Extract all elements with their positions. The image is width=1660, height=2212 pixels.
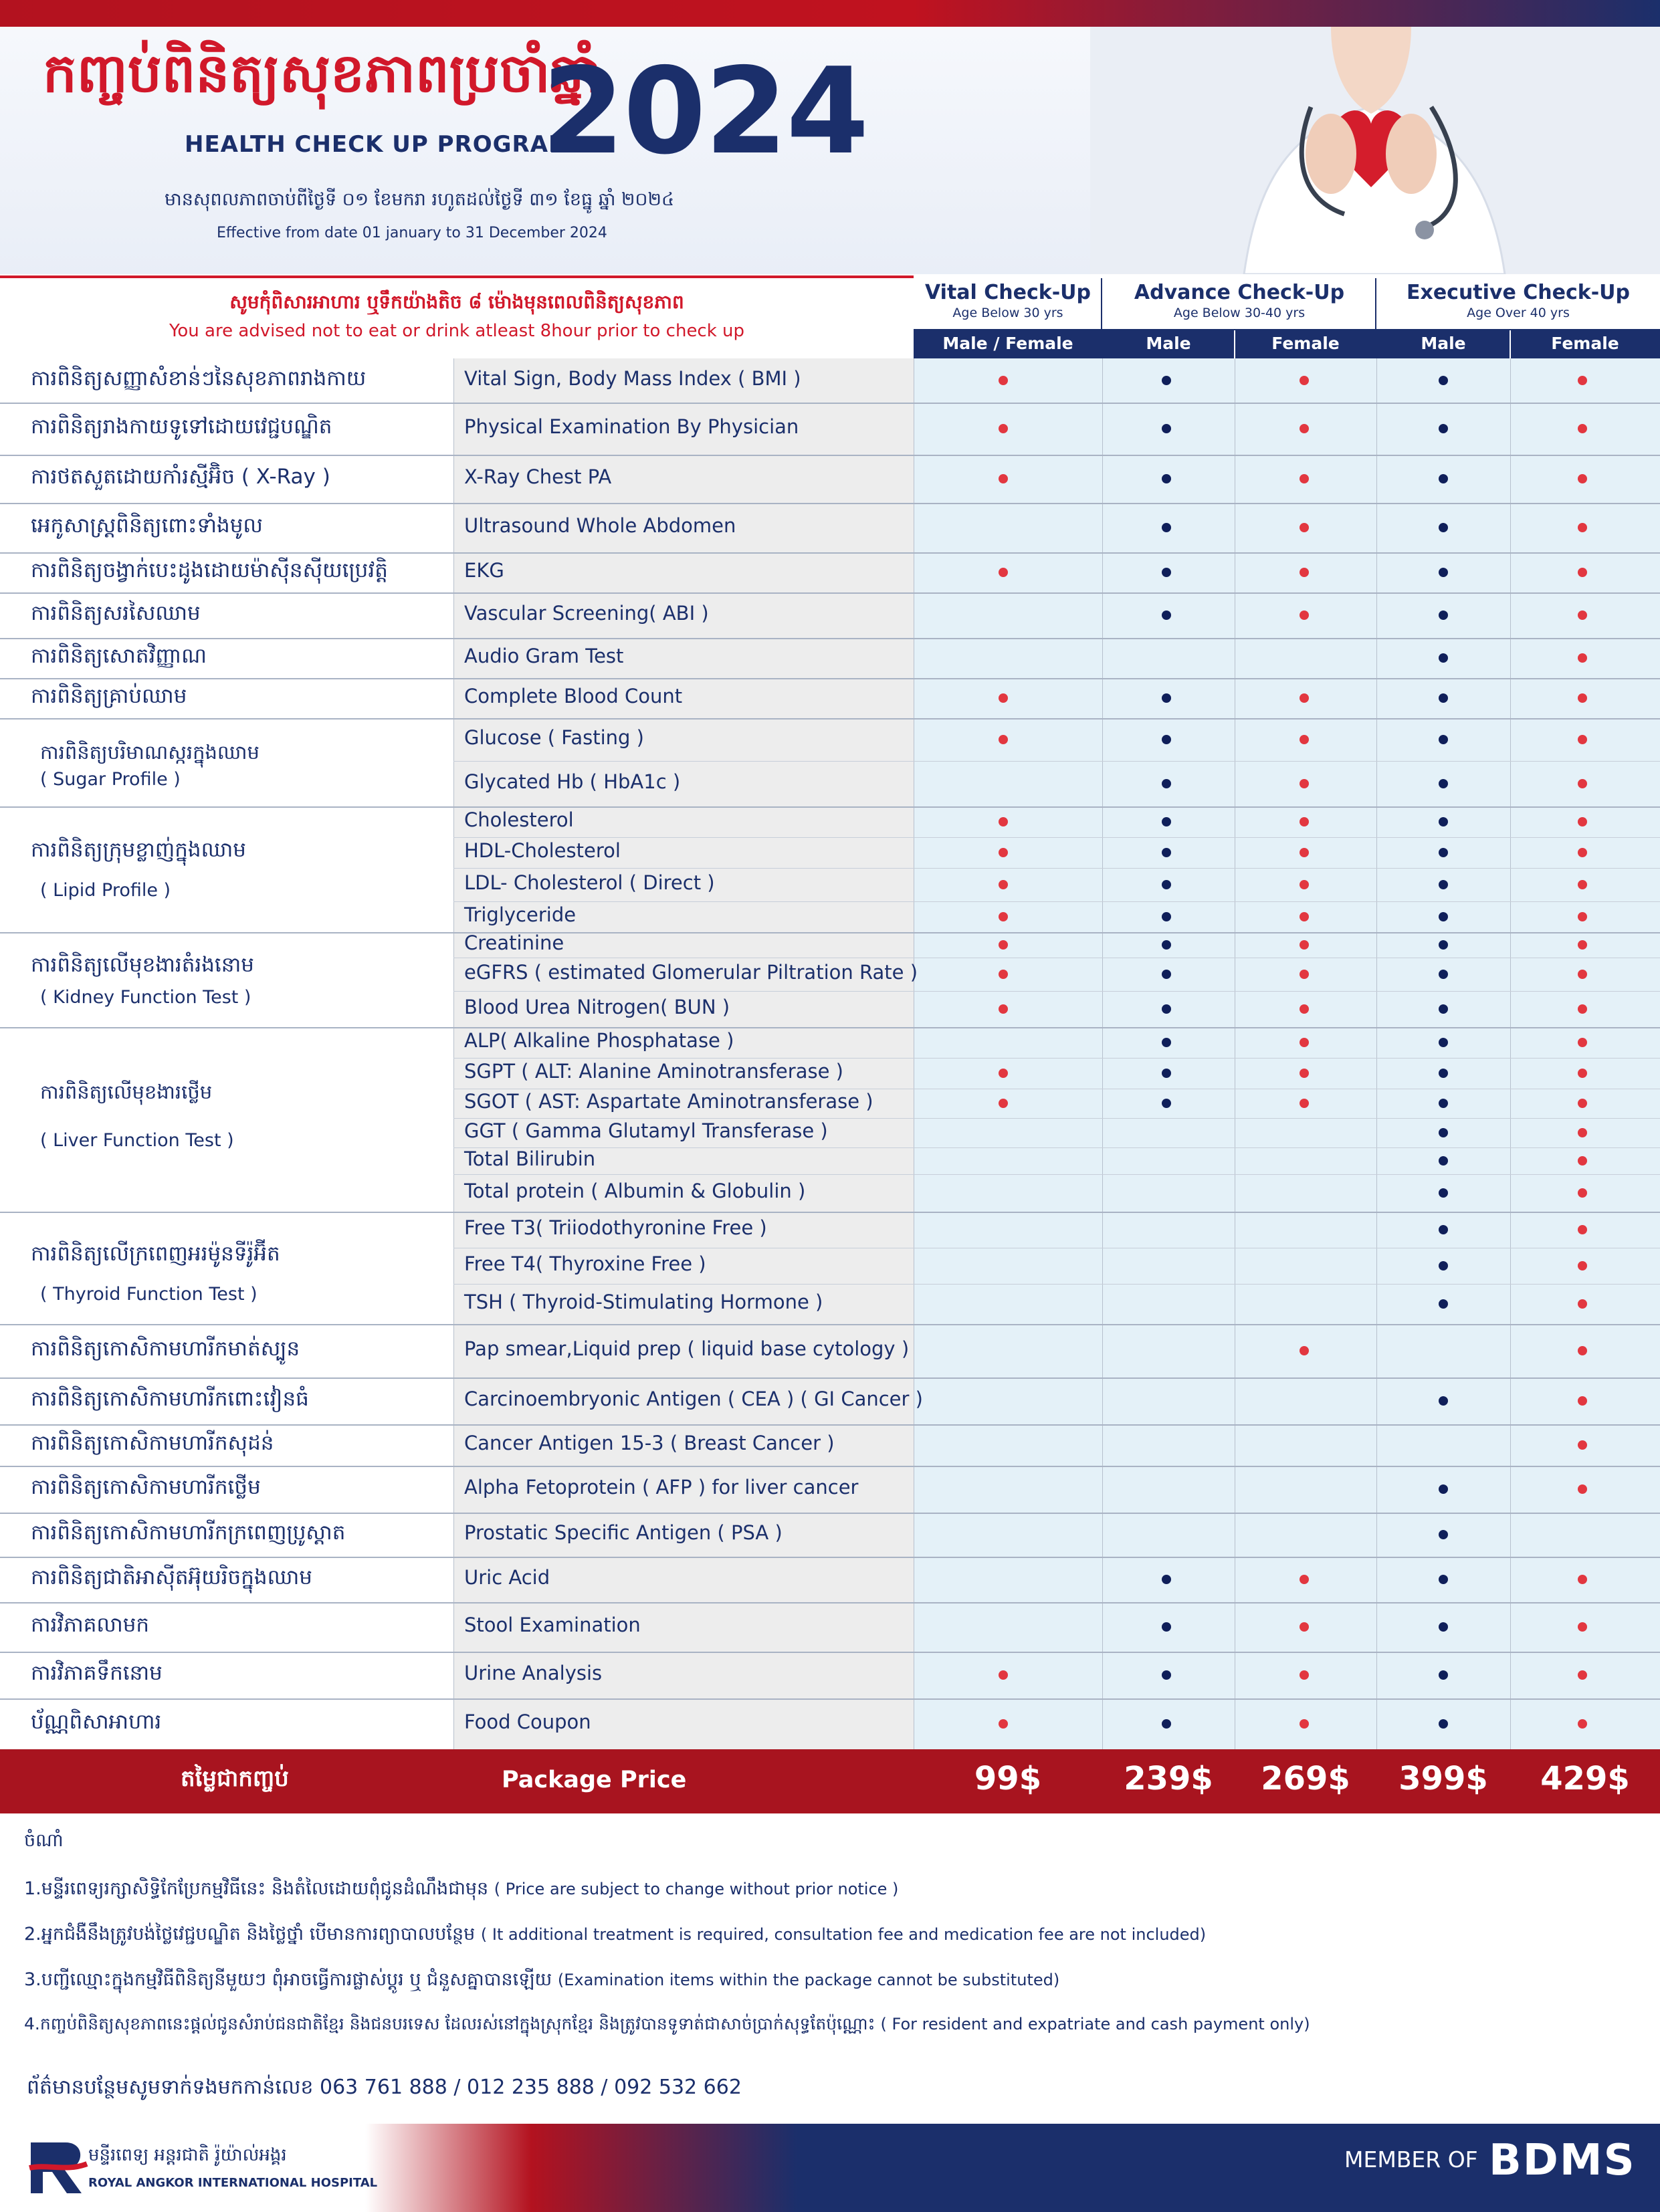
item-khmer-label: ការពិនិត្យរាងកាយទូទៅដោយវេជ្ជបណ្ឌិត	[31, 415, 332, 439]
included-dot	[1578, 1188, 1587, 1198]
row-divider	[0, 503, 1660, 504]
package-vital	[914, 278, 1102, 329]
item-english-label: SGOT ( AST: Aspartate Aminotransferase )	[464, 1090, 873, 1113]
item-english-label: Urine Analysis	[464, 1662, 603, 1684]
item-english-label: Blood Urea Nitrogen( BUN )	[464, 996, 730, 1018]
package-age: Age Below 30-40 yrs	[1173, 306, 1306, 320]
included-dot	[1578, 1484, 1587, 1494]
note-1	[24, 1878, 898, 1904]
row-divider	[453, 1174, 1660, 1175]
item-khmer-label: ប័ណ្ណពិសាអាហារ	[31, 1710, 162, 1734]
included-dot	[1300, 568, 1309, 577]
group-label-liver: ការពិនិត្យលើមុខងារថ្លើម	[40, 1081, 213, 1103]
note-3-khmer: 3.បញ្ជីឈ្មោះក្នុងកម្មវិធីពិនិត្យនីមួយៗ ពុំអាចធ្វើការផ្លាស់ប្តូរ ឬ ជំនួសគ្នាបានឡើយ	[24, 1969, 552, 1990]
included-dot	[1439, 1128, 1448, 1137]
included-dot	[1578, 1128, 1587, 1137]
included-dot	[1439, 880, 1448, 889]
row-divider	[0, 1466, 1660, 1467]
included-dot	[1300, 1069, 1309, 1078]
included-dot	[1162, 611, 1171, 620]
row-divider	[453, 1284, 1660, 1285]
included-dot	[1162, 1670, 1171, 1680]
title-year: 2024	[542, 42, 868, 181]
included-dot	[1439, 1069, 1448, 1078]
included-dot	[1300, 424, 1309, 433]
header-separator	[1375, 278, 1376, 358]
item-khmer-label: ការថតសួតដោយកាំរស្មីអ៊ិច ( X-Ray )	[31, 465, 330, 489]
row-divider	[0, 1698, 1660, 1700]
included-dot	[1578, 1622, 1587, 1632]
note-2	[24, 1923, 1206, 1949]
item-khmer-label: ការពិនិត្យកោសិកាមហារីកមាត់ស្បូន	[31, 1337, 300, 1361]
fasting-advice-khmer: សូមកុំពិសារអាហារ ឬទឹកយ៉ាងតិច ៨ ម៉ោងមុនពេលពិនិត្យសុខភាព	[229, 291, 684, 313]
item-khmer-label: ការពិនិត្យកោសិកាមហារីកសុដន់	[31, 1431, 274, 1455]
hospital-name-english: ROYAL ANGKOR INTERNATIONAL HOSPITAL	[88, 2176, 378, 2190]
group-label-kidney: ការពិនិត្យលើមុខងារតំរងនោម	[31, 953, 254, 977]
included-dot	[1162, 970, 1171, 979]
included-dot	[1439, 970, 1448, 979]
row-divider	[453, 1147, 1660, 1148]
item-english-label: Total protein ( Albumin & Globulin )	[464, 1180, 806, 1202]
hospital-name-khmer: មន្ទីរពេទ្យ អន្តរជាតិ រ៉ូយ៉ាល់អង្គរ	[88, 2145, 287, 2165]
row-divider	[0, 806, 1660, 808]
included-dot	[1300, 735, 1309, 744]
item-english-label: Glycated Hb ( HbA1c )	[464, 770, 681, 793]
item-english-label: Physical Examination By Physician	[464, 415, 799, 438]
included-dot	[1162, 779, 1171, 788]
included-dot	[1300, 523, 1309, 532]
note-3	[24, 1969, 1059, 1995]
subheader-executive-female: Female	[1551, 334, 1619, 353]
item-khmer-label: ការពិនិត្យសរសៃឈាម	[31, 601, 201, 625]
included-dot	[1300, 912, 1309, 921]
header-separator	[1510, 330, 1511, 358]
item-english-label: Cholesterol	[464, 808, 574, 831]
group-label-lipid: ការពិនិត្យក្រុមខ្លាញ់ក្នុងឈាម	[31, 838, 246, 862]
row-divider	[0, 403, 1660, 404]
subheader-executive-male: Male	[1421, 334, 1466, 353]
included-dot	[1300, 1099, 1309, 1108]
price-label-khmer: តម្លៃជាកញ្ចប់	[181, 1765, 289, 1792]
item-khmer-label: ការពិនិត្យជាតិអាស៊ីតអ៊ុយរិចក្នុងឈាម	[31, 1565, 312, 1589]
included-dot	[1162, 1004, 1171, 1014]
included-dot	[1439, 474, 1448, 483]
included-dot	[1578, 474, 1587, 483]
column-divider	[1510, 358, 1511, 1749]
row-divider	[453, 1118, 1660, 1119]
included-dot	[1300, 693, 1309, 703]
included-dot	[999, 880, 1008, 889]
included-dot	[1162, 880, 1171, 889]
included-dot	[1439, 1484, 1448, 1494]
price-executive-female: 429$	[1540, 1760, 1630, 1797]
included-dot	[1439, 376, 1448, 385]
included-dot	[1439, 1299, 1448, 1309]
included-dot	[1439, 1099, 1448, 1108]
note-3-english: (Examination items within the package cannot be substituted)	[557, 1971, 1060, 1989]
included-dot	[1578, 523, 1587, 532]
contact-phones: ព័ត៌មានបន្ថែមសូមទាក់ទងមកកាន់លេខ 063 761 888 / 012 235 888 / 092 532 662	[27, 2076, 742, 2099]
included-dot	[1162, 735, 1171, 744]
included-dot	[1300, 940, 1309, 950]
row-divider	[0, 678, 1660, 679]
row-divider	[0, 1027, 1660, 1028]
item-khmer-label: ការវិភាគលាមក	[31, 1613, 150, 1637]
item-english-label: Creatinine	[464, 931, 564, 954]
included-dot	[1162, 817, 1171, 826]
included-dot	[1162, 1099, 1171, 1108]
included-dot	[1439, 1670, 1448, 1680]
row-divider	[453, 868, 1660, 869]
included-dot	[1578, 693, 1587, 703]
note-2-khmer: 2.អ្នកជំងឺនឹងត្រូវបង់ថ្លៃវេជ្ជបណ្ឌិត និងថ្លៃថ្នាំ បើមានការព្យាបាលបន្ថែម	[24, 1924, 476, 1945]
group-sub-lipid: ( Lipid Profile )	[40, 880, 171, 901]
included-dot	[999, 1719, 1008, 1729]
item-english-label: TSH ( Thyroid-Stimulating Hormone )	[464, 1291, 823, 1313]
subheader-advance-female: Female	[1271, 334, 1340, 353]
included-dot	[999, 1099, 1008, 1108]
included-dot	[999, 693, 1008, 703]
included-dot	[1300, 1670, 1309, 1680]
header-separator	[1234, 330, 1235, 358]
included-dot	[999, 940, 1008, 950]
included-dot	[1578, 970, 1587, 979]
item-english-label: Prostatic Specific Antigen ( PSA )	[464, 1521, 783, 1544]
item-english-label: Audio Gram Test	[464, 645, 624, 667]
row-divider	[0, 1652, 1660, 1653]
price-executive-male: 399$	[1398, 1760, 1488, 1797]
row-divider	[453, 761, 1660, 762]
title-khmer: កញ្ចប់ពិនិត្យសុខភាពប្រចាំឆ្នាំ	[43, 42, 601, 104]
group-sub-liver: ( Liver Function Test )	[40, 1130, 234, 1151]
included-dot	[1578, 1225, 1587, 1234]
included-dot	[1162, 568, 1171, 577]
row-divider	[453, 1058, 1660, 1059]
included-dot	[1162, 1622, 1171, 1632]
included-dot	[1578, 1719, 1587, 1729]
included-dot	[1578, 1299, 1587, 1309]
item-english-label: Complete Blood Count	[464, 685, 683, 707]
row-divider	[0, 552, 1660, 554]
included-dot	[1578, 940, 1587, 950]
fasting-advice-english: You are advised not to eat or drink atleast 8hour prior to check up	[169, 321, 745, 341]
included-dot	[999, 1069, 1008, 1078]
row-divider	[0, 1424, 1660, 1426]
included-dot	[1439, 1575, 1448, 1584]
included-dot	[1578, 848, 1587, 857]
row-divider	[453, 991, 1660, 992]
included-dot	[1162, 912, 1171, 921]
group-sub-thyroid: ( Thyroid Function Test )	[40, 1284, 257, 1305]
included-dot	[1578, 1396, 1587, 1406]
included-dot	[1439, 424, 1448, 433]
group-sub-sugar: ( Sugar Profile )	[40, 769, 181, 790]
included-dot	[999, 424, 1008, 433]
included-dot	[1162, 693, 1171, 703]
included-dot	[1300, 474, 1309, 483]
member-of-label: MEMBER OF	[1344, 2146, 1478, 2173]
included-dot	[1162, 1038, 1171, 1047]
item-english-label: Stool Examination	[464, 1614, 641, 1636]
included-dot	[1578, 1156, 1587, 1166]
package-name: Executive Check-Up	[1406, 281, 1631, 304]
package-name: Vital Check-Up	[924, 281, 1092, 304]
included-dot	[1439, 1719, 1448, 1729]
included-dot	[1300, 1038, 1309, 1047]
item-english-label: Ultrasound Whole Abdomen	[464, 514, 736, 537]
item-khmer-label: ការពិនិត្យសញ្ញាសំខាន់ៗនៃសុខភាពរាងកាយ	[31, 366, 367, 391]
item-english-label: Cancer Antigen 15-3 ( Breast Cancer )	[464, 1432, 835, 1454]
included-dot	[1300, 880, 1309, 889]
included-dot	[1578, 880, 1587, 889]
item-english-label: Glucose ( Fasting )	[464, 726, 644, 749]
included-dot	[1162, 1575, 1171, 1584]
package-age: Age Over 40 yrs	[1467, 306, 1570, 320]
item-english-label: Food Coupon	[464, 1710, 591, 1733]
included-dot	[1439, 568, 1448, 577]
included-dot	[1162, 940, 1171, 950]
item-khmer-label: អេកូសាស្ត្រពិនិត្យពោះទាំងមូល	[31, 514, 263, 538]
item-english-label: Triglyceride	[464, 903, 577, 926]
included-dot	[1439, 1622, 1448, 1632]
item-khmer-label: ការវិភាគទឹកនោម	[31, 1661, 163, 1685]
included-dot	[1578, 817, 1587, 826]
included-dot	[1578, 1004, 1587, 1014]
included-dot	[999, 568, 1008, 577]
included-dot	[1439, 1261, 1448, 1270]
package-name: Advance Check-Up	[1134, 281, 1345, 304]
item-english-label: SGPT ( ALT: Alanine Aminotransferase )	[464, 1060, 843, 1083]
included-dot	[999, 817, 1008, 826]
included-dot	[1578, 779, 1587, 788]
included-dot	[1162, 523, 1171, 532]
row-divider	[0, 718, 1660, 720]
item-khmer-label: ការពិនិត្យកោសិកាមហារីកពោះវៀនធំ	[31, 1387, 309, 1411]
row-divider	[0, 592, 1660, 594]
included-dot	[1300, 1622, 1309, 1632]
row-divider	[0, 638, 1660, 639]
item-english-label: ALP( Alkaline Phosphatase )	[464, 1029, 734, 1052]
title-english: HEALTH CHECK UP PROGRAM	[185, 131, 572, 158]
included-dot	[1300, 1346, 1309, 1355]
included-dot	[1439, 912, 1448, 921]
item-english-label: X-Ray Chest PA	[464, 465, 612, 488]
included-dot	[1578, 376, 1587, 385]
included-dot	[999, 1670, 1008, 1680]
included-dot	[1439, 1225, 1448, 1234]
row-divider	[0, 1602, 1660, 1603]
included-dot	[1439, 1156, 1448, 1166]
notes-heading: ចំណាំ	[24, 1830, 64, 1851]
note-4	[24, 2014, 1310, 2038]
price-advance-male: 239$	[1124, 1760, 1213, 1797]
item-english-label: Pap smear,Liquid prep ( liquid base cytology )	[464, 1337, 910, 1360]
included-dot	[1578, 611, 1587, 620]
included-dot	[1578, 1069, 1587, 1078]
row-divider	[0, 1377, 1660, 1379]
included-dot	[1300, 376, 1309, 385]
header-separator	[1101, 278, 1102, 358]
included-dot	[1300, 779, 1309, 788]
hospital-logo-icon	[27, 2137, 88, 2199]
included-dot	[999, 848, 1008, 857]
note-2-english: ( It additional treatment is required, consultation fee and medication fee are not included)	[480, 1925, 1207, 1944]
included-dot	[999, 474, 1008, 483]
included-dot	[999, 970, 1008, 979]
row-divider	[0, 455, 1660, 456]
item-english-label: Alpha Fetoprotein ( AFP ) for liver cancer	[464, 1476, 859, 1499]
included-dot	[1300, 848, 1309, 857]
effective-date-english: Effective from date 01 january to 31 December 2024	[217, 225, 607, 241]
row-divider	[0, 932, 1660, 933]
included-dot	[1300, 1719, 1309, 1729]
included-dot	[1578, 653, 1587, 663]
advice-divider	[0, 275, 914, 278]
package-advance	[1102, 278, 1376, 329]
included-dot	[1300, 817, 1309, 826]
row-divider	[0, 1324, 1660, 1325]
item-english-label: HDL-Cholesterol	[464, 839, 621, 862]
included-dot	[1162, 376, 1171, 385]
item-english-label: Vascular Screening( ABI )	[464, 602, 709, 625]
included-dot	[1578, 1099, 1587, 1108]
included-dot	[999, 912, 1008, 921]
price-vital: 99$	[974, 1760, 1042, 1797]
package-age: Age Below 30 yrs	[952, 306, 1063, 320]
subheader-vital: Male / Female	[942, 334, 1073, 353]
note-4-english: ( For resident and expatriate and cash payment only)	[880, 2015, 1310, 2033]
item-english-label: Uric Acid	[464, 1566, 550, 1589]
included-dot	[1439, 1004, 1448, 1014]
included-dot	[1439, 940, 1448, 950]
fasting-advice	[0, 280, 914, 348]
bdms-logo: BDMS	[1489, 2136, 1636, 2185]
top-accent-bar	[0, 0, 1660, 27]
column-divider	[1376, 358, 1377, 1749]
included-dot	[1578, 735, 1587, 744]
included-dot	[1439, 653, 1448, 663]
item-english-label: Free T4( Thyroxine Free )	[464, 1252, 706, 1275]
item-khmer-label: ការពិនិត្យសោតវិញ្ញាណ	[31, 644, 207, 668]
included-dot	[1439, 1530, 1448, 1539]
included-dot	[1300, 970, 1309, 979]
included-dot	[1439, 735, 1448, 744]
package-columns	[914, 358, 1660, 1749]
included-dot	[1162, 1719, 1171, 1729]
item-english-label: eGFRS ( estimated Glomerular Piltration Rate )	[464, 961, 918, 984]
item-khmer-label: ការពិនិត្យកោសិកាមហារីកក្រពេញប្រូស្តាត	[31, 1521, 346, 1545]
item-english-label: GGT ( Gamma Glutamyl Transferase )	[464, 1119, 828, 1142]
item-english-label: LDL- Cholesterol ( Direct )	[464, 871, 715, 894]
row-divider	[0, 1557, 1660, 1558]
subheader-advance-male: Male	[1146, 334, 1191, 353]
row-divider	[0, 1212, 1660, 1213]
included-dot	[1439, 611, 1448, 620]
included-dot	[1439, 1396, 1448, 1406]
included-dot	[1578, 1261, 1587, 1270]
item-english-label: Total Bilirubin	[464, 1147, 596, 1170]
included-dot	[999, 735, 1008, 744]
included-dot	[1578, 1346, 1587, 1355]
included-dot	[1439, 1038, 1448, 1047]
note-4-khmer: 4.កញ្ចប់ពិនិត្យសុខភាពនេះផ្តល់ជូនសំរាប់ជនជាតិខ្មែរ និងជនបរទេស ដែលរស់នៅក្នុងស្រុកខ្មែរ និងត្រូវបានទូទាត់ជាសាច់ប្រាក់សុទ្ធតែប៉ុណ្ណោះ	[24, 2014, 875, 2033]
row-divider	[453, 837, 1660, 838]
included-dot	[1300, 611, 1309, 620]
package-executive	[1376, 278, 1660, 329]
included-dot	[1439, 693, 1448, 703]
included-dot	[1578, 568, 1587, 577]
item-english-label: Carcinoembryonic Antigen ( CEA ) ( GI Cancer )	[464, 1388, 923, 1410]
doctor-heart-photo	[1090, 27, 1660, 274]
item-english-label: Vital Sign, Body Mass Index ( BMI )	[464, 367, 801, 390]
included-dot	[1578, 424, 1587, 433]
item-khmer-label: ការពិនិត្យចង្វាក់បេះដូងដោយម៉ាស៊ីនស៊ីយប្រេវត្តិ	[31, 558, 388, 582]
item-khmer-label: ការពិនិត្យកោសិកាមហារីកថ្លើម	[31, 1475, 261, 1499]
item-english-label: EKG	[464, 559, 504, 582]
included-dot	[999, 1004, 1008, 1014]
included-dot	[1300, 1575, 1309, 1584]
row-divider	[453, 901, 1660, 902]
effective-date-khmer: មានសុពលភាពចាប់ពីថ្ងៃទី ០១ ខែមករា រហូតដល់ថ្ងៃទី ៣១ ខែធ្នូ ឆ្នាំ ២០២៤	[165, 189, 675, 210]
included-dot	[1578, 1440, 1587, 1450]
note-1-khmer: 1.មន្ទីរពេទ្យរក្សាសិទ្ធិកែប្រែកម្មវិធីនេះ និងតំលៃដោយពុំជូនដំណឹងជាមុន	[24, 1878, 489, 1899]
included-dot	[1162, 848, 1171, 857]
included-dot	[1162, 474, 1171, 483]
note-1-english: ( Price are subject to change without prior notice )	[494, 1880, 899, 1898]
included-dot	[1578, 1038, 1587, 1047]
item-khmer-label: ការពិនិត្យគ្រាប់ឈាម	[31, 684, 187, 708]
included-dot	[1162, 1069, 1171, 1078]
included-dot	[1439, 1188, 1448, 1198]
included-dot	[1578, 912, 1587, 921]
group-label-thyroid: ការពិនិត្យលើក្រពេញអរម៉ូនទីរ៉ូអ៊ីត	[31, 1242, 280, 1266]
item-english-label: Free T3( Triiodothyronine Free )	[464, 1216, 767, 1239]
included-dot	[1439, 817, 1448, 826]
price-advance-female: 269$	[1261, 1760, 1350, 1797]
included-dot	[1578, 1575, 1587, 1584]
column-divider	[1102, 358, 1103, 1749]
group-label-sugar: ការពិនិត្យបរិមាណស្ករក្នុងឈាម	[40, 741, 260, 764]
included-dot	[1162, 424, 1171, 433]
included-dot	[1439, 848, 1448, 857]
included-dot	[999, 376, 1008, 385]
included-dot	[1439, 779, 1448, 788]
included-dot	[1578, 1670, 1587, 1680]
row-divider	[0, 1513, 1660, 1514]
group-sub-kidney: ( Kidney Function Test )	[40, 987, 251, 1008]
price-label-english: Package Price	[502, 1767, 687, 1793]
included-dot	[1300, 1004, 1309, 1014]
included-dot	[1439, 523, 1448, 532]
column-divider	[453, 358, 454, 1749]
